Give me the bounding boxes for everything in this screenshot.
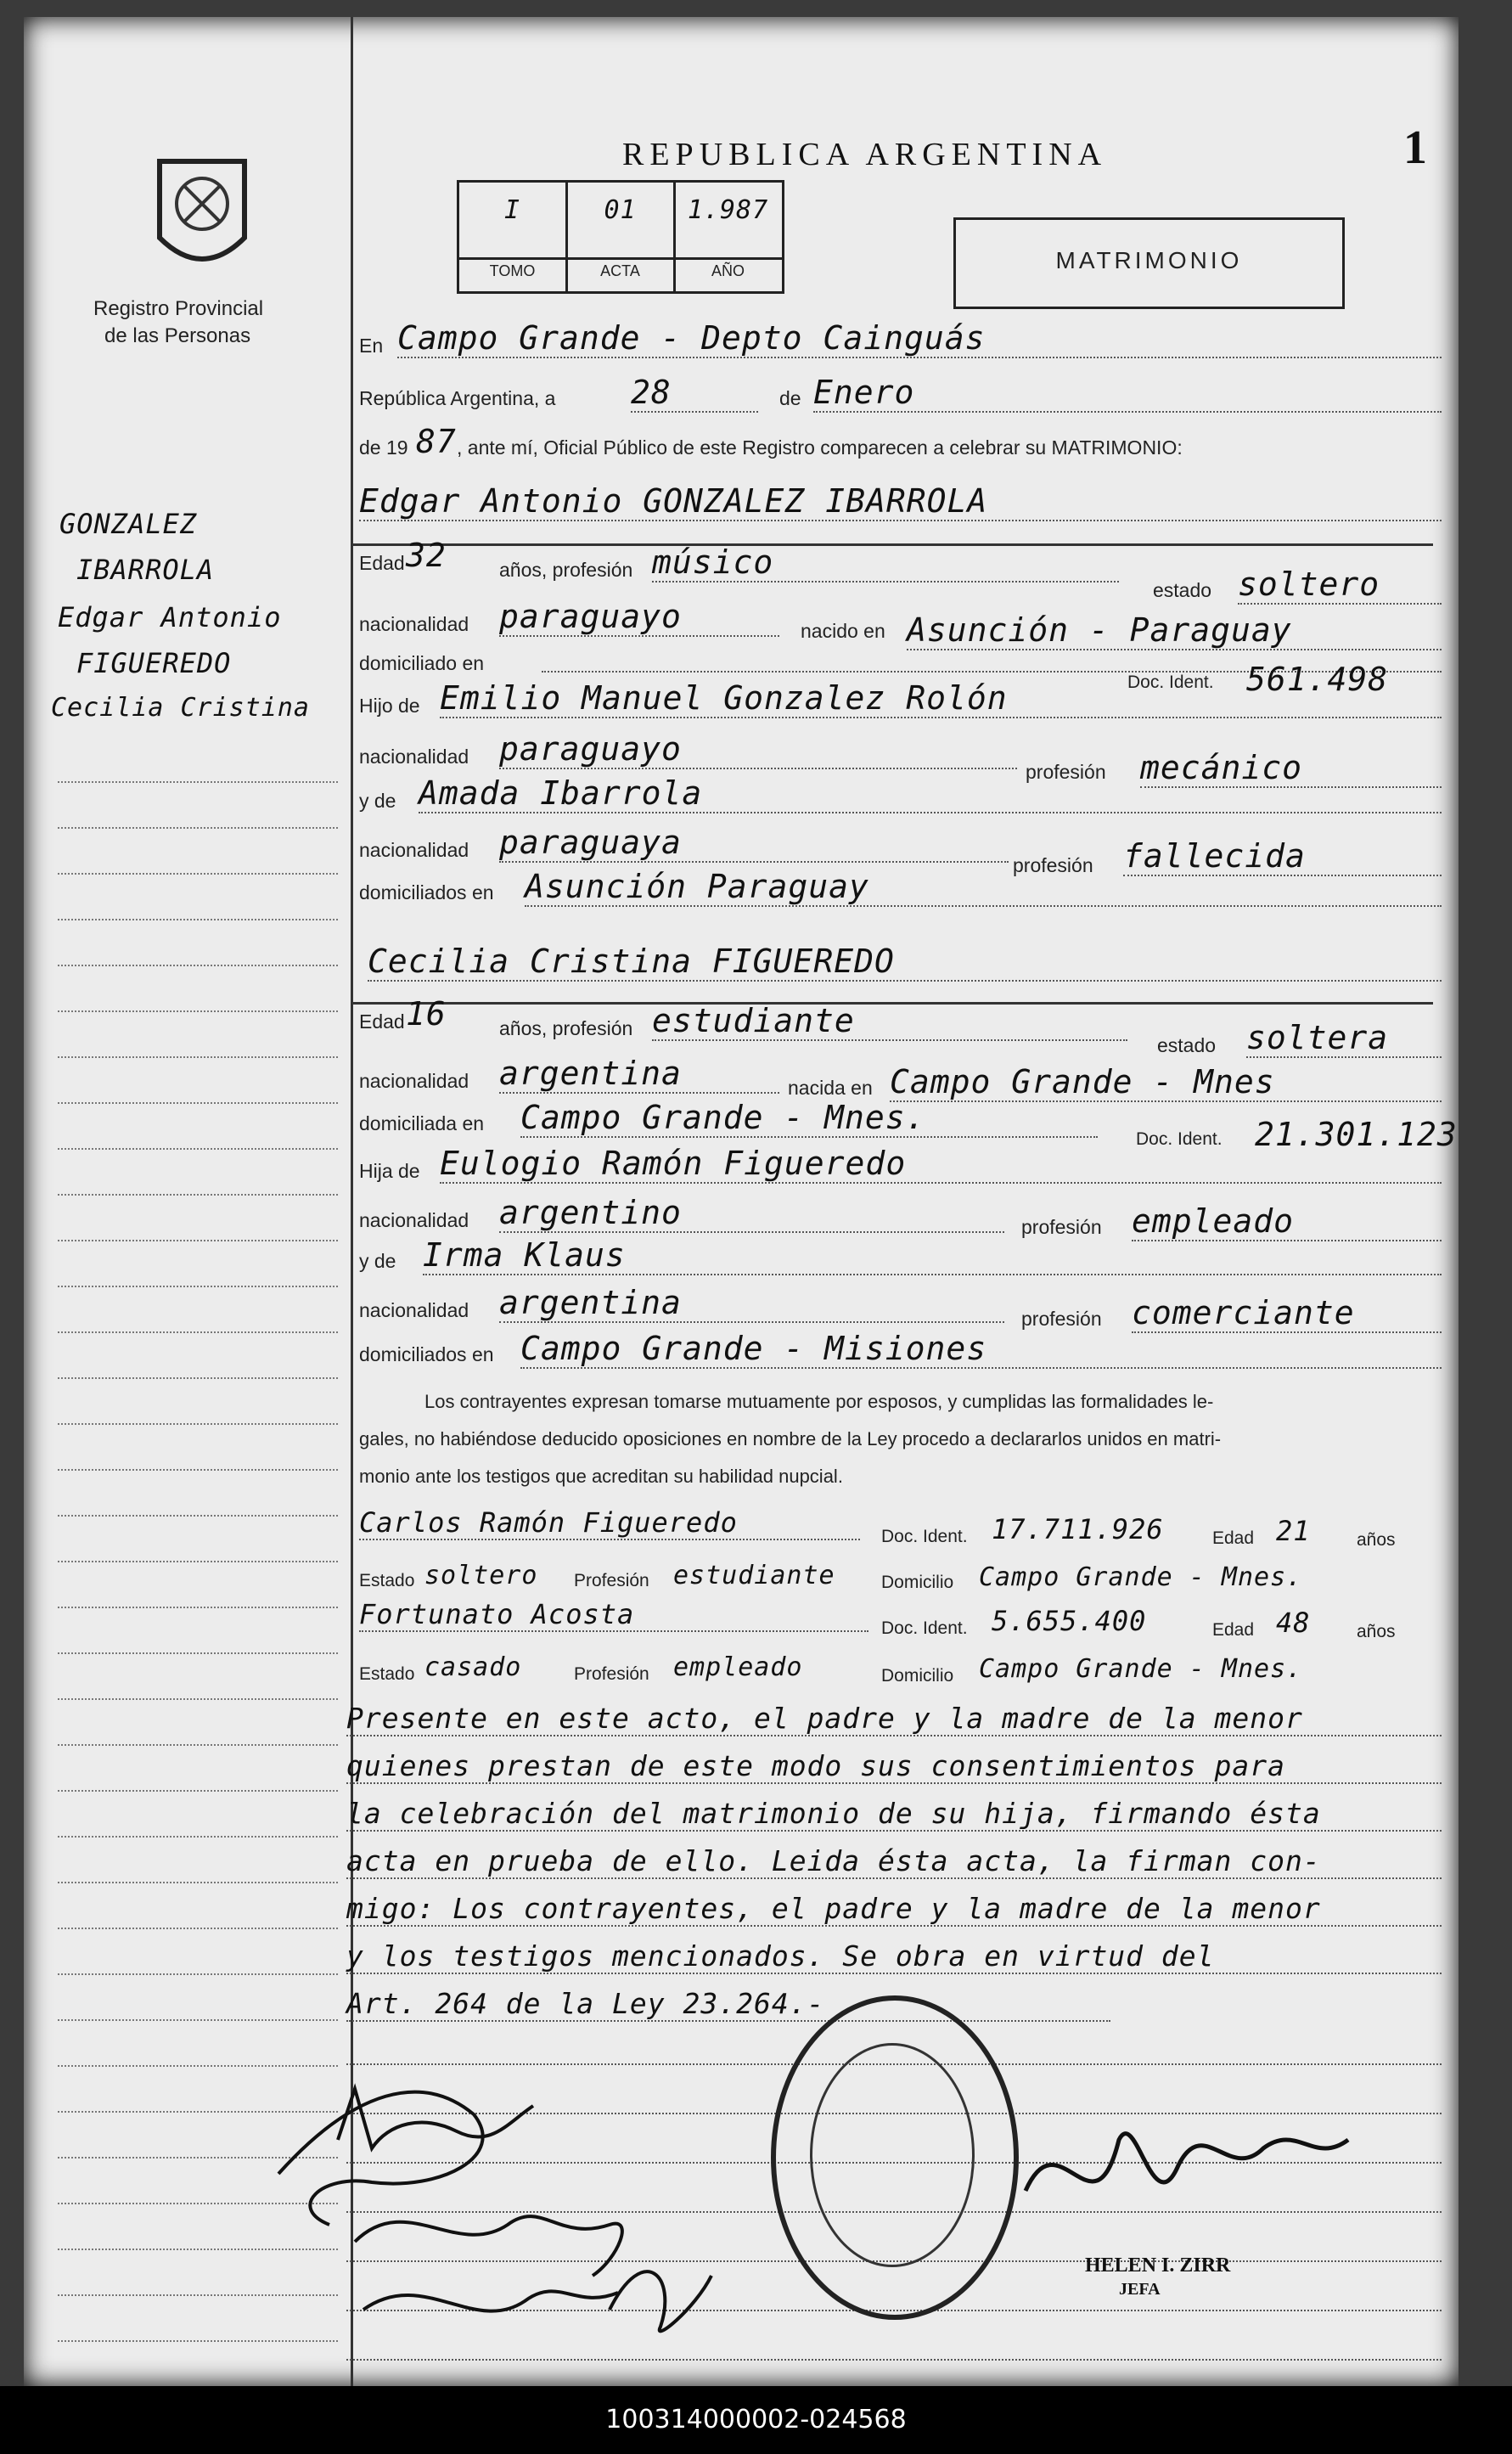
bride-estado-label: estado (1157, 1034, 1217, 1056)
declaration-line-3: monio ante los testigos que acreditan su habilidad nupcial. (359, 1466, 843, 1487)
margin-ruled-line (58, 1515, 338, 1517)
witness-2-doc-label: Doc. Ident. (881, 1618, 968, 1638)
groom-father-nationality: paraguayo (499, 730, 1017, 769)
groom-doc-label: Doc. Ident. (1127, 673, 1214, 692)
margin-ruled-line (58, 1790, 338, 1792)
ano-label: AÑO (711, 262, 745, 279)
margin-ruled-line (58, 1102, 338, 1104)
declaration-line-2: gales, no habiéndose deducido oposiciones en nombre de la Ley procedo a declararlos unidos en matri- (359, 1428, 1222, 1449)
registry-line-1: Registro Provincial (93, 297, 264, 320)
margin-ruled-line (58, 1010, 338, 1012)
margin-ruled-line (58, 1423, 338, 1425)
footer-id: 100314000002-024568 (0, 2386, 1512, 2454)
month: Enero (813, 374, 1442, 413)
witness-2-estado: casado (424, 1652, 522, 1682)
day: 28 (631, 374, 758, 413)
bride-age: 16 (406, 995, 447, 1033)
bride-domiciliada-label: domiciliada en (359, 1112, 485, 1134)
bride-hija-label: Hija de (359, 1160, 420, 1182)
margin-ruled-line (58, 873, 338, 875)
registry-stamp-icon (771, 1995, 1019, 2320)
groom-edad-label: Edad (359, 552, 405, 574)
groom-mother-nationality: paraguaya (499, 824, 1009, 863)
bride-doc: 21.301.123 (1255, 1116, 1458, 1153)
note-line: y los testigos mencionados. Se obra en virtud del (346, 1939, 1442, 1974)
groom-doc: 561.498 (1246, 661, 1389, 698)
republica-label: República Argentina, a (359, 387, 556, 409)
witness-2-domicilio-label: Domicilio (881, 1666, 954, 1686)
margin-ruled-line (58, 1377, 338, 1379)
groom-father: Emilio Manuel Gonzalez Rolón (440, 679, 1442, 718)
groom-nacido-label: nacido en (801, 620, 885, 642)
witness-2-profesion-label: Profesión (574, 1664, 649, 1684)
doc-type: MATRIMONIO (1055, 247, 1243, 273)
bride-domicile: Campo Grande - Mnes. (520, 1099, 1098, 1138)
bride-nacida-label: nacida en (788, 1077, 873, 1099)
groom-nat-label: nacionalidad (359, 613, 469, 635)
acta-value: 01 (604, 195, 637, 225)
witness-2-doc: 5.655.400 (992, 1605, 1147, 1637)
groom-mother: Amada Ibarrola (419, 774, 1442, 813)
margin-ruled-line (58, 1469, 338, 1471)
bride-mother: Irma Klaus (423, 1236, 1442, 1275)
margin-note: Edgar Antonio (58, 601, 282, 633)
margin-ruled-line (58, 2019, 338, 2021)
bride-mother-prof-label: profesión (1021, 1308, 1102, 1330)
stamp-signature-name: HELEN I. ZIRR (1085, 2254, 1231, 2277)
groom-age: 32 (406, 537, 447, 574)
en-label: En (359, 335, 384, 357)
bride-father-nationality: argentino (499, 1194, 1004, 1233)
bride-birthplace: Campo Grande - Mnes (890, 1063, 1442, 1102)
margin-ruled-line (58, 1882, 338, 1883)
witness-2-profession: empleado (673, 1652, 803, 1682)
ano-value: 1.987 (687, 195, 769, 225)
margin-ruled-line (58, 1240, 338, 1241)
witness-2-estado-label: Estado (359, 1664, 415, 1684)
margin-ruled-line (58, 1194, 338, 1196)
margin-ruled-line (58, 1698, 338, 1700)
margin-ruled-line (58, 1148, 338, 1150)
margin-ruled-line (58, 1652, 338, 1654)
bride-mother-nationality: argentina (499, 1284, 1004, 1323)
margin-ruled-line (58, 781, 338, 783)
witness-2-age: 48 (1276, 1607, 1311, 1639)
margin-ruled-line (58, 1973, 338, 1975)
groom-domiciliado-label: domiciliado en (359, 652, 485, 674)
margin-note: IBARROLA (76, 554, 215, 586)
year-suffix: 87 (416, 423, 457, 460)
witness-1-profesion-label: Profesión (574, 1571, 649, 1590)
margin-ruled-line (58, 1561, 338, 1562)
margin-ruled-line (58, 1744, 338, 1746)
margin-ruled-line (58, 919, 338, 920)
bride-domiciliados-label: domiciliados en (359, 1343, 494, 1365)
groom-birthplace: Asunción - Paraguay (907, 611, 1442, 650)
bride-mother-nat-label: nacionalidad (359, 1299, 469, 1321)
witness-1-profession: estudiante (673, 1561, 835, 1590)
bride-name: Cecilia Cristina FIGUEREDO (368, 943, 1442, 982)
margin-ruled-line (58, 1286, 338, 1287)
groom-father-prof-label: profesión (1026, 761, 1106, 783)
tomo-value: I (503, 195, 521, 225)
margin-ruled-line (58, 1928, 338, 1929)
margin-ruled-line (58, 1836, 338, 1838)
groom-mother-prof-label: profesión (1013, 854, 1093, 876)
note-line: acta en prueba de ello. Leida ésta acta, la firman con- (346, 1844, 1442, 1879)
margin-note: GONZALEZ (59, 508, 198, 540)
bride-nationality: argentina (499, 1055, 779, 1094)
margin-ruled-line (58, 1607, 338, 1608)
witness-1-estado-label: Estado (359, 1571, 415, 1590)
bride-anos-label: años, profesión (499, 1017, 633, 1039)
bride-profession: estudiante (652, 1002, 1127, 1041)
doc-type-box (953, 217, 1345, 309)
witness-1-anos-label: años (1357, 1530, 1396, 1550)
bride-doc-label: Doc. Ident. (1136, 1129, 1223, 1149)
bride-father-nat-label: nacionalidad (359, 1209, 469, 1231)
groom-profession: músico (652, 543, 1119, 583)
witness-1-estado: soltero (424, 1561, 538, 1590)
groom-hijo-label: Hijo de (359, 695, 420, 717)
groom-yde-label: y de (359, 790, 396, 812)
bride-father-prof-label: profesión (1021, 1216, 1102, 1238)
witness-2-domicile: Campo Grande - Mnes. (979, 1654, 1303, 1684)
bride-father: Eulogio Ramón Figueredo (440, 1145, 1442, 1184)
groom-father-nat-label: nacionalidad (359, 746, 469, 768)
groom-domiciliados-label: domiciliados en (359, 881, 494, 903)
groom-estado: soltero (1238, 566, 1442, 605)
groom-nationality: paraguayo (499, 598, 779, 637)
record-number-box (457, 180, 784, 294)
stamp-signature-title: JEFA (1119, 2280, 1161, 2299)
signature-scribbles-icon (253, 2055, 728, 2361)
country-heading: REPUBLICA ARGENTINA (622, 137, 1108, 172)
note-line: la celebración del matrimonio de su hija, firmando ésta (346, 1797, 1442, 1832)
margin-ruled-line (58, 827, 338, 829)
bride-edad-label: Edad (359, 1010, 405, 1033)
bride-yde-label: y de (359, 1250, 396, 1272)
bride-parents-domicile: Campo Grande - Misiones (520, 1330, 1442, 1369)
tomo-label: TOMO (489, 262, 536, 279)
acta-label: ACTA (600, 262, 640, 279)
place: Campo Grande - Depto Cainguás (397, 319, 1442, 358)
witness-1-doc: 17.711.926 (992, 1513, 1164, 1545)
witness-1-doc-label: Doc. Ident. (881, 1527, 968, 1546)
note-line: Presente en este acto, el padre y la madre de la menor (346, 1702, 1442, 1736)
declaration-line-1: Los contrayentes expresan tomarse mutuamente por esposos, y cumplidas las formalidades le- (424, 1391, 1214, 1412)
bride-mother-profession: comerciante (1132, 1294, 1442, 1333)
groom-mother-profession: fallecida (1123, 837, 1442, 876)
groom-parents-domicile: Asunción Paraguay (525, 868, 1442, 907)
margin-ruled-line (58, 965, 338, 966)
de-label: de (779, 387, 801, 409)
margin-ruled-line (58, 1056, 338, 1058)
groom-father-profession: mecánico (1140, 749, 1442, 788)
bride-nat-label: nacionalidad (359, 1070, 469, 1092)
note-line: quienes prestan de este modo sus consentimientos para (346, 1749, 1442, 1784)
registry-line-2: de las Personas (104, 324, 251, 347)
witness-1-edad-label: Edad (1212, 1528, 1255, 1548)
groom-anos-label: años, profesión (499, 559, 633, 581)
officer-text: , ante mí, Oficial Público de este Registro comparecen a celebrar su MATRIMONIO: (457, 436, 1183, 459)
margin-note: Cecilia Cristina (51, 693, 310, 723)
witness-1-name: Carlos Ramón Figueredo (359, 1506, 860, 1540)
witness-1-domicile: Campo Grande - Mnes. (979, 1562, 1303, 1592)
groom-name: Edgar Antonio GONZALEZ IBARROLA (359, 482, 1442, 521)
witness-1-age: 21 (1276, 1515, 1311, 1547)
witness-2-edad-label: Edad (1212, 1620, 1255, 1640)
witness-1-domicilio-label: Domicilio (881, 1573, 954, 1592)
margin-note: FIGUEREDO (76, 647, 232, 679)
provincial-seal-icon (143, 153, 261, 289)
groom-mother-nat-label: nacionalidad (359, 839, 469, 861)
witness-2-name: Fortunato Acosta (359, 1598, 868, 1632)
witness-2-anos-label: años (1357, 1622, 1396, 1641)
margin-ruled-line (58, 1331, 338, 1333)
year-prefix: de 19 (359, 436, 408, 459)
groom-estado-label: estado (1153, 579, 1212, 601)
document-page (24, 17, 1459, 2386)
note-line: migo: Los contrayentes, el padre y la madre de la menor (346, 1892, 1442, 1927)
margin-divider (351, 17, 353, 2386)
bride-estado: soltera (1246, 1019, 1442, 1058)
page-number: 1 (1403, 121, 1427, 174)
bride-father-profession: empleado (1132, 1202, 1442, 1241)
note-line: Art. 264 de la Ley 23.264.- (346, 1987, 1110, 2022)
